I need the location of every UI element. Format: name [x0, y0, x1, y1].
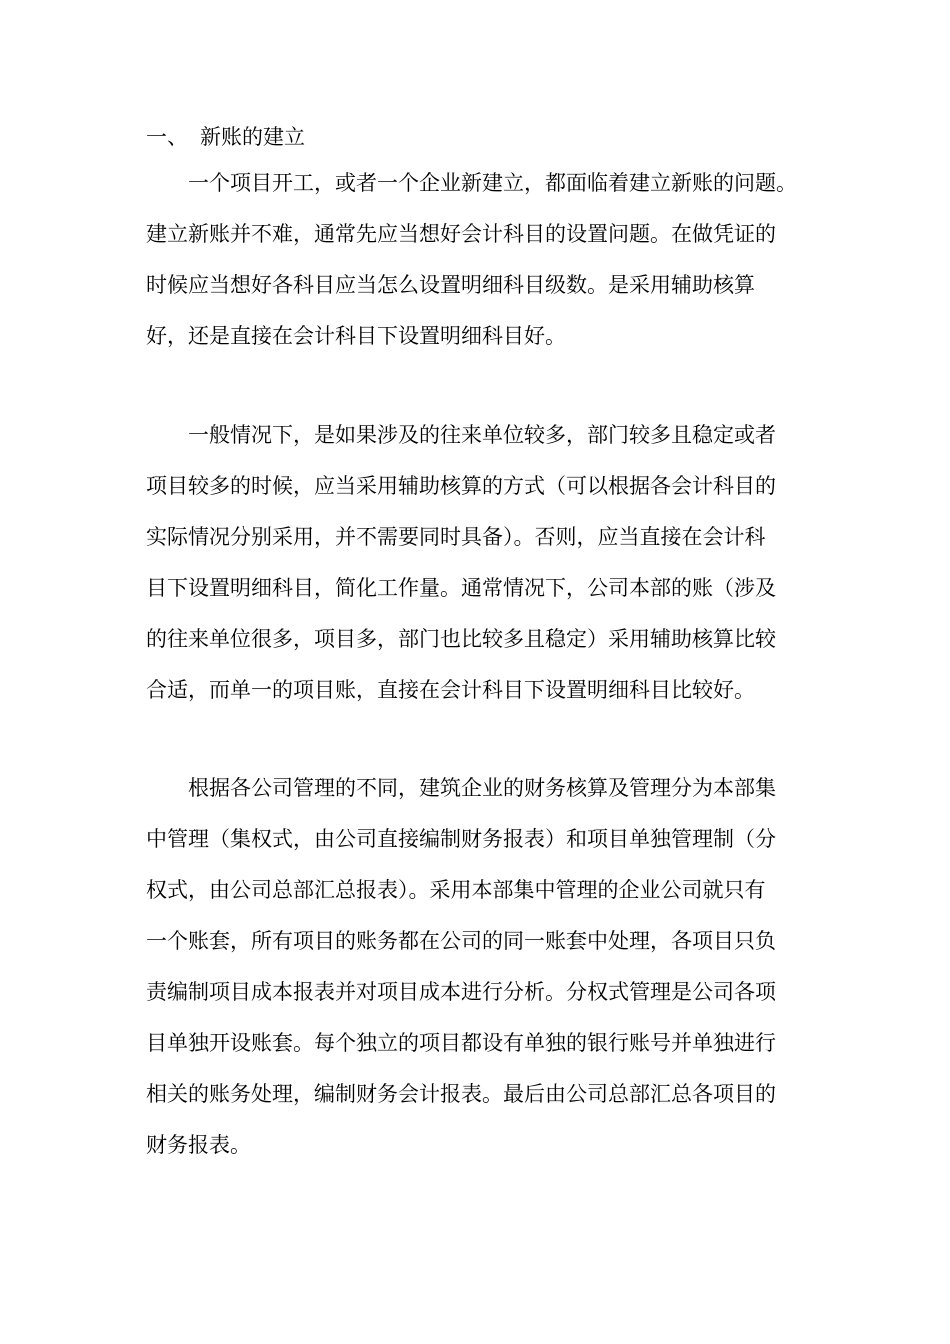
paragraph-line: 时候应当想好各科目应当怎么设置明细科目级数。是采用辅助核算 [146, 273, 755, 297]
paragraph-line: 目下设置明细科目，简化工作量。通常情况下，公司本部的账（涉及 [146, 576, 776, 600]
paragraph-line: 财务报表。 [146, 1133, 251, 1157]
paragraph-line: 一个账套，所有项目的账务都在公司的同一账套中处理，各项目只负 [146, 929, 776, 953]
paragraph-line: 一个项目开工，或者一个企业新建立，都面临着建立新账的问题。 [188, 171, 797, 195]
paragraph-line: 目单独开设账套。每个独立的项目都设有单独的银行账号并单独进行 [146, 1031, 776, 1055]
paragraph-line: 相关的账务处理，编制财务会计报表。最后由公司总部汇总各项目的 [146, 1082, 776, 1106]
section-title: 新账的建立 [200, 125, 305, 149]
paragraph-line: 好，还是直接在会计科目下设置明细科目好。 [146, 324, 566, 348]
paragraph-line: 合适，而单一的项目账，直接在会计科目下设置明细科目比较好。 [146, 678, 755, 702]
paragraph-line: 项目较多的时候，应当采用辅助核算的方式（可以根据各会计科目的 [146, 474, 776, 498]
section-number: 一、 [146, 125, 188, 149]
paragraph-new-account [146, 158, 808, 362]
paragraph-line: 建立新账并不难，通常先应当想好会计科目的设置问题。在做凭证的 [146, 222, 776, 246]
paragraph-management-mode [146, 763, 808, 1171]
section-heading [146, 122, 305, 152]
paragraph-line: 责编制项目成本报表并对项目成本进行分析。分权式管理是公司各项 [146, 980, 776, 1004]
paragraph-line: 的往来单位很多，项目多，部门也比较多且稳定）采用辅助核算比较 [146, 627, 776, 651]
paragraph-line: 实际情况分别采用，并不需要同时具备）。否则，应当直接在会计科 [146, 525, 766, 549]
paragraph-line: 权式，由公司总部汇总报表）。采用本部集中管理的企业公司就只有 [146, 878, 766, 902]
paragraph-line: 中管理（集权式，由公司直接编制财务报表）和项目单独管理制（分 [146, 827, 776, 851]
paragraph-line: 根据各公司管理的不同，建筑企业的财务核算及管理分为本部集 [188, 776, 776, 800]
paragraph-auxiliary-accounting [146, 410, 808, 716]
paragraph-line: 一般情况下，是如果涉及的往来单位较多，部门较多且稳定或者 [188, 423, 776, 447]
